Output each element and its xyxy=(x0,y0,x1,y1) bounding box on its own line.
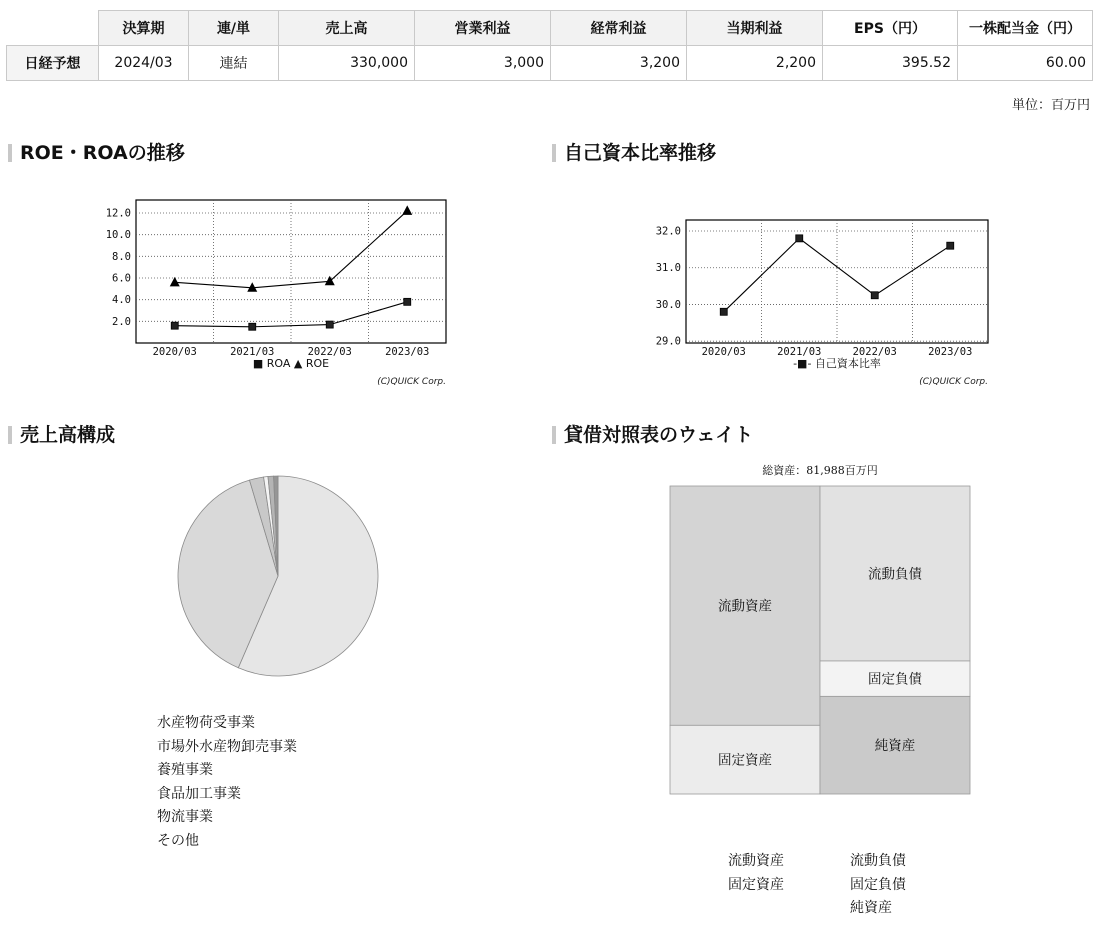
legend-item: 物流事業 xyxy=(157,809,213,825)
block-label: 流動負債 xyxy=(868,566,922,583)
section-title-equity-ratio: 自己資本比率推移 xyxy=(552,142,716,164)
block-label: 流動資産 xyxy=(718,598,772,615)
table-header-row xyxy=(7,11,1093,46)
table-cell: 3,200 xyxy=(551,46,687,81)
balance-sheet-legend-right xyxy=(850,850,906,921)
table-cell: 2024/03 xyxy=(99,46,189,81)
x-tick-label: 2022/03 xyxy=(307,346,352,358)
x-tick-label: 2021/03 xyxy=(230,346,275,358)
legend: -■- 自己資本比率 xyxy=(793,357,881,370)
table-cell: 2,200 xyxy=(687,46,823,81)
y-tick-label: 8.0 xyxy=(112,250,131,263)
y-tick-label: 4.0 xyxy=(112,294,131,307)
table-header-cell: EPS（円） xyxy=(823,11,958,46)
unit-label: 単位：百万円 xyxy=(1011,98,1090,113)
block-label: 固定負債 xyxy=(868,671,922,688)
section-title-roe-roa: ROE・ROAの推移 xyxy=(8,142,185,164)
legend-item: 養殖事業 xyxy=(157,762,213,778)
table-cell: 連結 xyxy=(189,46,279,81)
table-cell: 395.52 xyxy=(823,46,958,81)
x-tick-label: 2022/03 xyxy=(852,346,897,358)
table-header-cell: 当期利益 xyxy=(687,11,823,46)
forecast-table xyxy=(6,10,1093,81)
copyright-credit: (C)QUICK Corp. xyxy=(919,377,988,387)
legend-item: その他 xyxy=(157,832,199,849)
legend-item: 市場外水産物卸売事業 xyxy=(157,738,297,755)
data-point xyxy=(171,322,178,329)
section-title-balance-sheet: 貸借対照表のウェイト xyxy=(552,424,753,446)
copyright-credit: (C)QUICK Corp. xyxy=(377,377,446,387)
table-header-cell xyxy=(7,11,99,46)
table-header-cell: 営業利益 xyxy=(415,11,551,46)
table-cell: 3,000 xyxy=(415,46,551,81)
data-point xyxy=(720,308,727,315)
x-tick-label: 2020/03 xyxy=(152,346,197,358)
total-assets-label: 総資産：81,988百万円 xyxy=(762,464,878,477)
y-tick-label: 32.0 xyxy=(655,225,681,238)
balance-sheet-chart xyxy=(660,458,980,798)
roe-roa-line-chart xyxy=(100,190,450,396)
data-point xyxy=(404,298,411,305)
table-row-header: 日経予想 xyxy=(7,46,99,81)
legend-item: 流動負債 xyxy=(850,853,906,869)
legend-item: 純資産 xyxy=(850,900,892,916)
table-row xyxy=(7,46,1093,81)
y-tick-label: 31.0 xyxy=(655,262,681,275)
x-tick-label: 2023/03 xyxy=(385,346,430,358)
legend: ■ ROA ▲ ROE xyxy=(252,357,330,370)
y-tick-label: 2.0 xyxy=(112,315,131,328)
y-tick-label: 10.0 xyxy=(105,229,131,242)
block-label: 固定資産 xyxy=(718,752,772,769)
y-tick-label: 12.0 xyxy=(105,207,131,220)
equity-ratio-line-chart xyxy=(640,210,990,396)
data-point xyxy=(326,321,333,328)
legend-item: 水産物荷受事業 xyxy=(157,715,255,731)
table-header-cell: 決算期 xyxy=(99,11,189,46)
data-point xyxy=(871,292,878,299)
y-tick-label: 30.0 xyxy=(655,298,681,311)
x-tick-label: 2020/03 xyxy=(701,346,746,358)
data-point xyxy=(249,323,256,330)
x-tick-label: 2023/03 xyxy=(928,346,973,358)
legend-item: 固定資産 xyxy=(728,876,784,893)
section-title-sales-mix: 売上高構成 xyxy=(8,424,115,446)
legend-item: 流動資産 xyxy=(728,853,784,869)
y-tick-label: 29.0 xyxy=(655,335,681,348)
data-point xyxy=(947,242,954,249)
sales-mix-pie-chart xyxy=(170,468,386,684)
table-header-cell: 一株配当金（円） xyxy=(958,11,1093,46)
table-header-cell: 経常利益 xyxy=(551,11,687,46)
table-cell: 330,000 xyxy=(279,46,415,81)
legend-item: 食品加工事業 xyxy=(157,785,241,802)
balance-sheet-legend-left xyxy=(728,850,784,897)
table-header-cell: 連/単 xyxy=(189,11,279,46)
table-cell: 60.00 xyxy=(958,46,1093,81)
table-header-cell: 売上高 xyxy=(279,11,415,46)
x-tick-label: 2021/03 xyxy=(777,346,822,358)
data-point xyxy=(796,235,803,242)
block-label: 純資産 xyxy=(874,738,916,755)
sales-mix-legend xyxy=(157,712,297,853)
y-tick-label: 6.0 xyxy=(112,272,131,285)
legend-item: 固定負債 xyxy=(850,876,906,893)
